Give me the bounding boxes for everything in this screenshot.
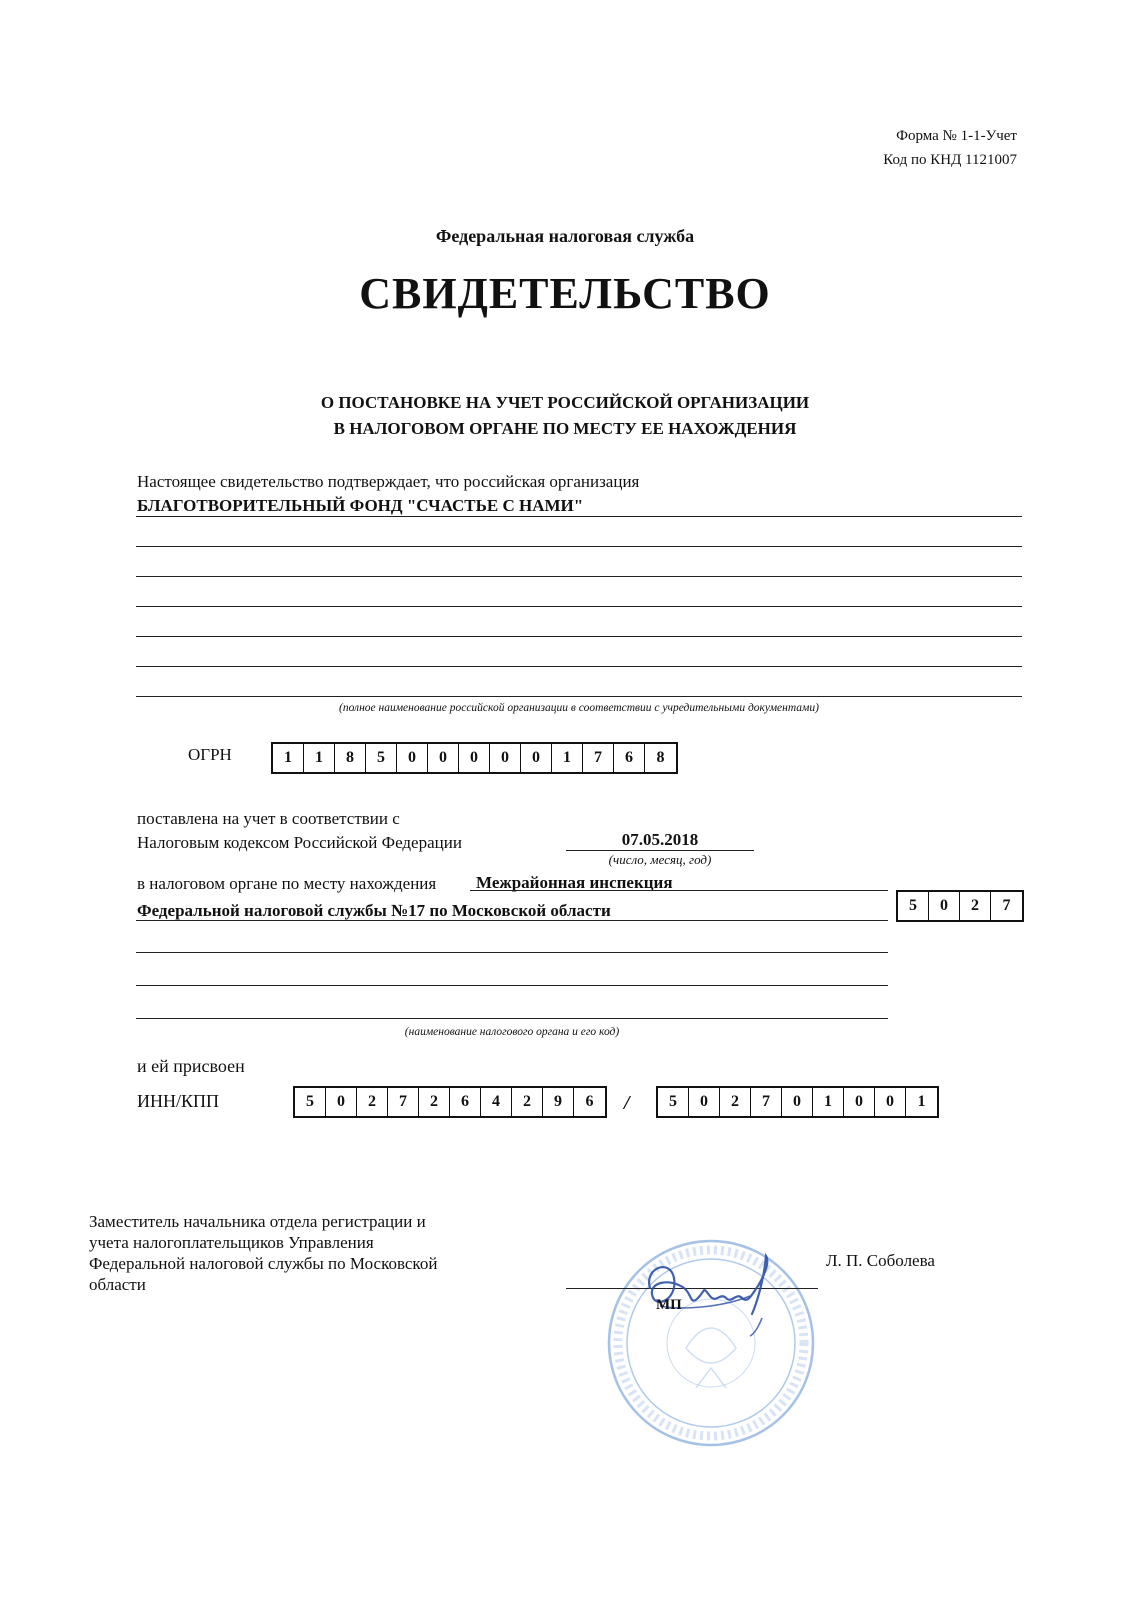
registered-line-1: поставлена на учет в соответствии с xyxy=(137,809,400,828)
intro-text: Настоящее свидетельство подтверждает, что российская организация xyxy=(137,472,640,491)
tax-office-name-1: Межрайонная инспекция xyxy=(476,873,673,892)
assigned-text: и ей присвоен xyxy=(137,1056,245,1076)
inn-digit: 9 xyxy=(543,1088,574,1116)
signatory-position-line: Заместитель начальника отдела регистрации и xyxy=(89,1212,426,1231)
ogrn-digit: 8 xyxy=(335,744,366,772)
ogrn-label: ОГРН xyxy=(188,745,232,764)
ogrn-digit: 5 xyxy=(366,744,397,772)
inn-digit: 4 xyxy=(481,1088,512,1116)
organization-name: БЛАГОТВОРИТЕЛЬНЫЙ ФОНД "СЧАСТЬЕ С НАМИ" xyxy=(137,496,584,515)
tax-office-code-digit: 0 xyxy=(929,892,960,920)
inn-kpp-separator: / xyxy=(624,1092,630,1114)
document-subtitle xyxy=(0,390,1130,442)
signatory-position-line: области xyxy=(89,1275,146,1294)
ogrn-digit: 1 xyxy=(552,744,583,772)
inn-cells xyxy=(293,1086,607,1118)
inn-digit: 2 xyxy=(357,1088,388,1116)
signatory-position xyxy=(89,1211,437,1295)
kpp-digit: 7 xyxy=(751,1088,782,1116)
org-line-3 xyxy=(136,576,1022,577)
subtitle-line-2: В НАЛОГОВОМ ОРГАНЕ ПО МЕСТУ ЕЕ НАХОЖДЕНИЯ xyxy=(333,419,797,438)
date-line xyxy=(566,850,754,851)
ogrn-digit: 0 xyxy=(521,744,552,772)
subtitle-line-1: О ПОСТАНОВКЕ НА УЧЕТ РОССИЙСКОЙ ОРГАНИЗАЦИИ xyxy=(320,393,810,412)
form-number: Форма № 1-1-Учет xyxy=(896,128,1017,144)
document-title: СВИДЕТЕЛЬСТВО xyxy=(359,269,771,318)
ogrn-digit: 0 xyxy=(459,744,490,772)
org-line-5 xyxy=(136,636,1022,637)
org-caption: (полное наименование российской организации в соответствии с учредительными документами) xyxy=(339,702,819,714)
tax-office-line-3 xyxy=(136,952,888,953)
signatory-position-line: учета налогоплательщиков Управления xyxy=(89,1233,374,1252)
tax-office-name-2: Федеральной налоговой службы №17 по Московской области xyxy=(137,901,611,920)
ogrn-digit: 0 xyxy=(428,744,459,772)
ogrn-digit: 1 xyxy=(304,744,335,772)
inn-digit: 0 xyxy=(326,1088,357,1116)
date-caption: (число, месяц, год) xyxy=(608,852,712,867)
form-meta xyxy=(883,124,1017,172)
ogrn-digit: 6 xyxy=(614,744,645,772)
kpp-digit: 2 xyxy=(720,1088,751,1116)
ogrn-digit: 8 xyxy=(656,749,665,766)
tax-office-caption: (наименование налогового органа и его код) xyxy=(404,1026,620,1038)
ogrn-digit: 0 xyxy=(397,744,428,772)
tax-office-code-digit: 5 xyxy=(898,892,929,920)
ogrn-digit: 7 xyxy=(583,744,614,772)
inn-digit: 2 xyxy=(512,1088,543,1116)
org-line-2 xyxy=(136,546,1022,547)
ogrn-cells xyxy=(271,742,678,774)
tax-office-code-digit: 2 xyxy=(960,892,991,920)
agency-name: Федеральная налоговая служба xyxy=(435,226,695,246)
tax-office-line-2 xyxy=(136,920,888,921)
tax-office-code-cells xyxy=(896,890,1024,922)
inn-digit: 5 xyxy=(295,1088,326,1116)
org-line-1 xyxy=(136,516,1022,517)
tax-office-code-digit: 7 xyxy=(1002,897,1011,914)
kpp-cells xyxy=(656,1086,939,1118)
org-line-4 xyxy=(136,606,1022,607)
kpp-digit: 1 xyxy=(917,1093,926,1110)
inn-digit: 6 xyxy=(450,1088,481,1116)
ogrn-digit: 0 xyxy=(490,744,521,772)
kpp-digit: 0 xyxy=(875,1088,906,1116)
tax-office-prefix: в налоговом органе по месту нахождения xyxy=(137,874,437,893)
signature xyxy=(640,1248,790,1340)
registration-date: 07.05.2018 xyxy=(621,830,699,849)
inn-kpp-label: ИНН/КПП xyxy=(137,1091,220,1111)
signatory-name: Л. П. Соболева xyxy=(826,1251,935,1270)
registered-line-2: Налоговым кодексом Российской Федерации xyxy=(137,833,462,852)
kpp-digit: 0 xyxy=(844,1088,875,1116)
inn-digit: 2 xyxy=(419,1088,450,1116)
org-line-7 xyxy=(136,696,1022,697)
inn-digit: 6 xyxy=(585,1093,594,1110)
kpp-digit: 0 xyxy=(689,1088,720,1116)
kpp-digit: 5 xyxy=(658,1088,689,1116)
kpp-digit: 0 xyxy=(782,1088,813,1116)
tax-office-line-5 xyxy=(136,1018,888,1019)
org-line-6 xyxy=(136,666,1022,667)
inn-digit: 7 xyxy=(388,1088,419,1116)
stamp-mark: МП xyxy=(656,1297,682,1313)
kpp-digit: 1 xyxy=(813,1088,844,1116)
tax-office-line-4 xyxy=(136,985,888,986)
signatory-position-line: Федеральной налоговой службы по Московской xyxy=(89,1254,438,1273)
ogrn-digit: 1 xyxy=(273,744,304,772)
knd-code: Код по КНД 1121007 xyxy=(883,152,1017,168)
tax-office-line-1 xyxy=(470,890,888,891)
